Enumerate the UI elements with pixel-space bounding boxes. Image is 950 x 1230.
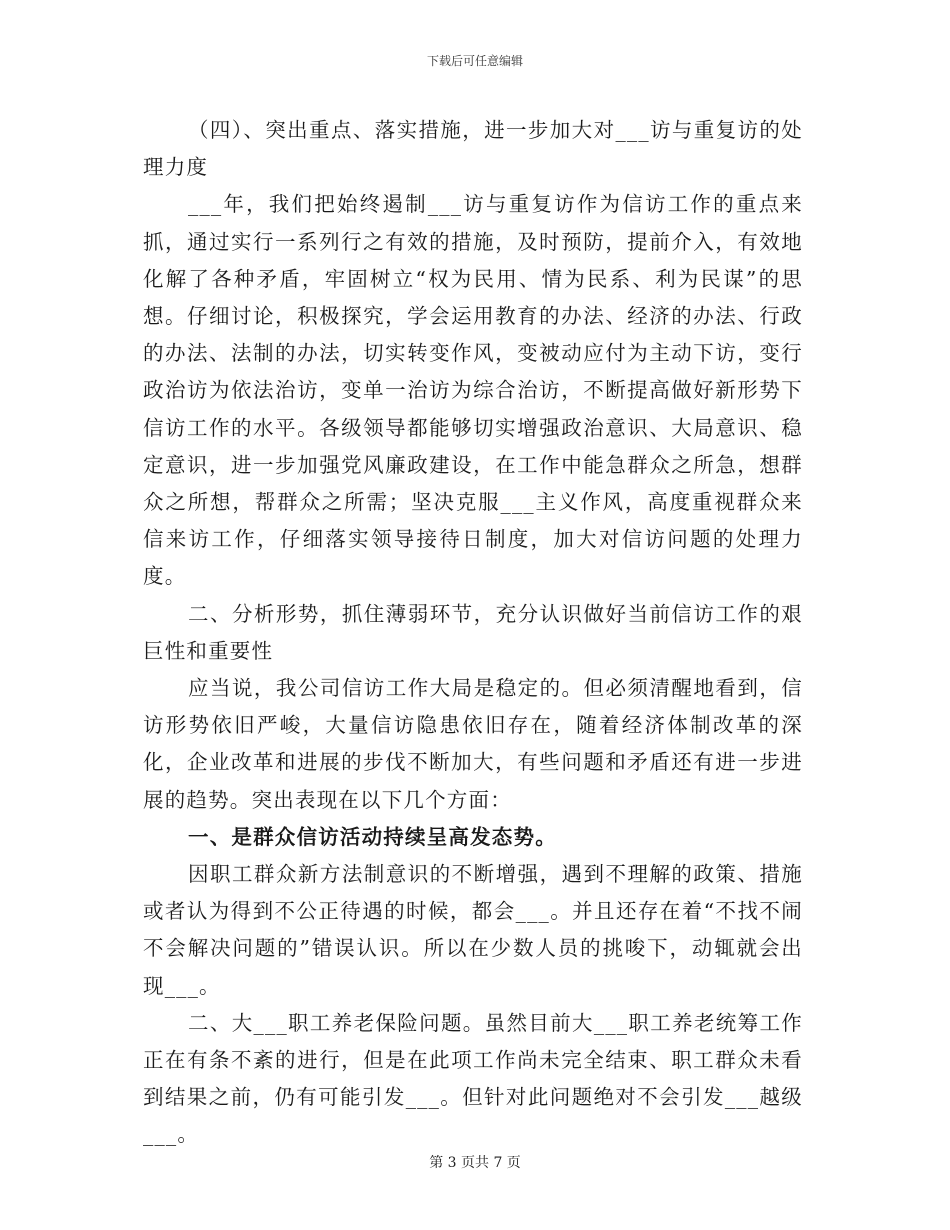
section-heading-4: （四）、突出重点、落实措施，进一步加大对___访与重复访的处理力度 xyxy=(143,118,803,180)
page-footer: 第 3 页共 7 页 xyxy=(429,1155,521,1171)
section-heading-2: 二、分析形势，抓住薄弱环节，充分认识做好当前信访工作的艰巨性和重要性 xyxy=(143,601,803,663)
body-paragraph: 因职工群众新方法制意识的不断增强，遇到不理解的政策、措施或者认为得到不公正待遇的时候，都会___。并且还存在着“不找不闹不会解决问题的”错误认识。所以在少数人员的挑唆下，动辄就会出现___。 xyxy=(143,862,803,998)
document-body xyxy=(143,112,803,1154)
page-header: 下载后可任意编辑 xyxy=(426,54,523,68)
bold-subheading: 一、是群众信访活动持续呈高发态势。 xyxy=(188,824,557,849)
body-paragraph: 二、大___职工养老保险问题。虽然目前大___职工养老统筹工作正在有条不紊的进行，但是在此项工作尚未完全结束、职工群众未看到结果之前，仍有可能引发___。但针对此问题绝对不会引发___越级___。 xyxy=(143,1010,803,1147)
body-paragraph: ___年，我们把始终遏制___访与重复访作为信访工作的重点来抓，通过实行一系列行之有效的措施，及时预防，提前介入，有效地化解了各种矛盾，牢固树立“权为民用、情为民系、利为民谋”的思想。仔细讨论，积极探究，学会运用教育的办法、经济的办法、行政的办法、法制的办法，切实转变作风，变被动应付为主动下访，变行政治访为依法治访，变单一治访为综合治访，不断提高做好新形势下信访工作的水平。各级领导都能够切实增强政治意识、大局意识、稳定意识，进一步加强党风廉政建设，在工作中能急群众之所急，想群众之所想，帮群众之所需；坚决克服___主义作风，高度重视群众来信来访工作，仔细落实领导接待日制度，加大对信访问题的处理力度。 xyxy=(143,192,803,589)
body-paragraph: 应当说，我公司信访工作大局是稳定的。但必须清醒地看到，信访形势依旧严峻，大量信访隐患依旧存在，随着经济体制改革的深化，企业改革和进展的步伐不断加大，有些问题和矛盾还有进一步进展的趋势。突出表现在以下几个方面： xyxy=(143,676,803,812)
